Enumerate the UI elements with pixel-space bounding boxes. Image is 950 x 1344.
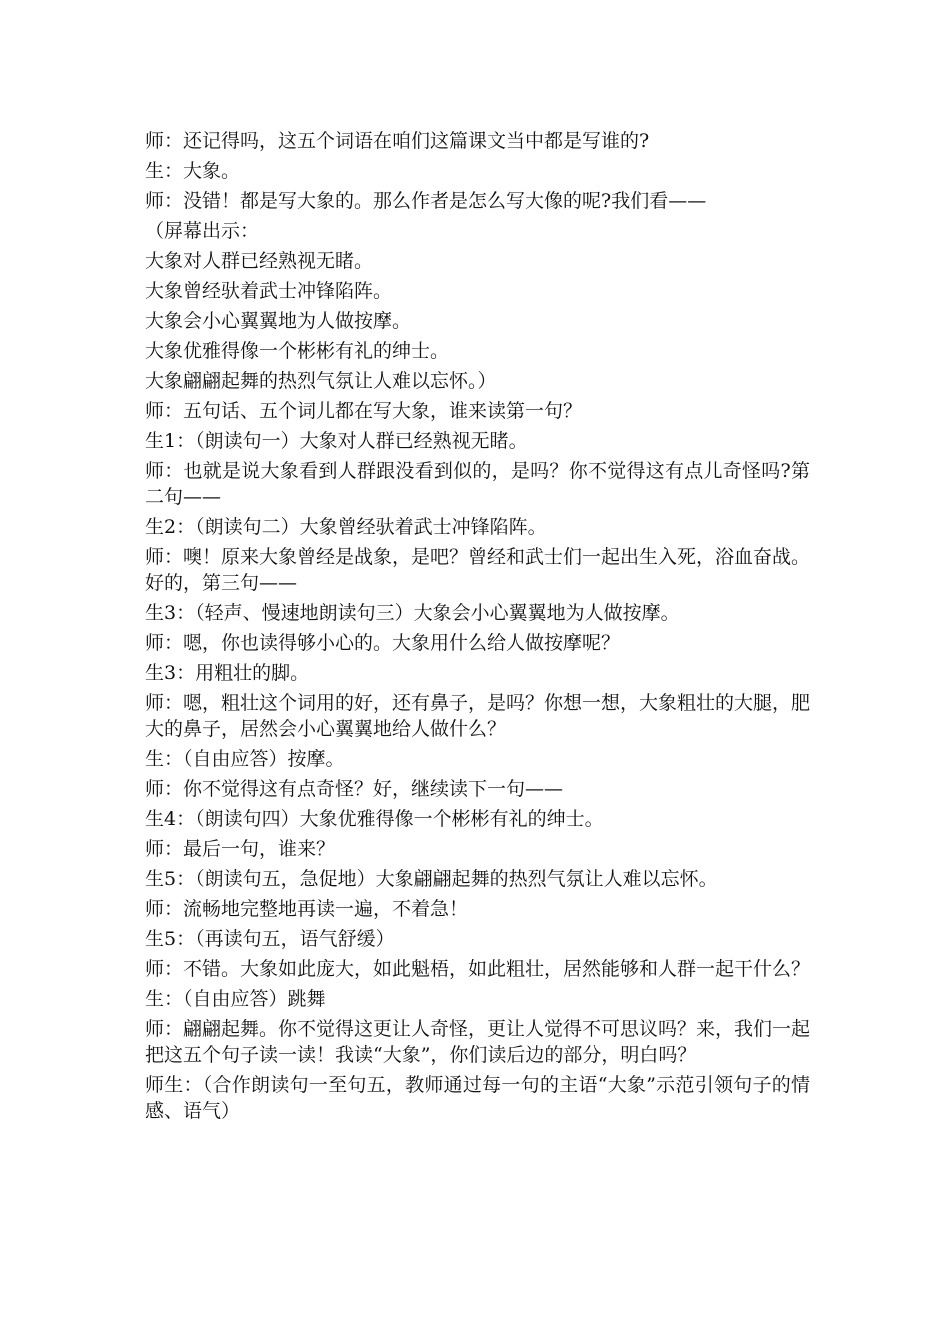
dialogue-line: 师：没错！都是写大象的。那么作者是怎么写大像的呢?我们看——	[145, 190, 707, 212]
dialogue-line: 生：（自由应答）跳舞	[145, 988, 326, 1010]
dialogue-line: 师生：（合作朗读句一至句五，教师通过每一句的主语“大象”示范引领句子的情感、语气）	[145, 1074, 810, 1122]
dialogue-line: 生5：（再读句五，语气舒缓）	[145, 928, 395, 950]
dialogue-line: 师：也就是说大象看到人群跟没看到似的，是吗？你不觉得这有点儿奇怪吗?第二句——	[145, 460, 810, 508]
screen-sentence: 大象优雅得像一个彬彬有礼的绅士。	[145, 340, 450, 362]
dialogue-line: 师：最后一句，谁来？	[145, 838, 336, 860]
dialogue-line: 生：大象。	[145, 160, 241, 182]
screen-sentence: 大象会小心翼翼地为人做按摩。	[145, 310, 412, 332]
dialogue-line: 师：嗯，你也读得够小心的。大象用什么给人做按摩呢？	[145, 632, 621, 654]
screen-sentence: 大象对人群已经熟视无睹。	[145, 250, 374, 272]
dialogue-line: 生：（自由应答）按摩。	[145, 748, 345, 770]
dialogue-line: 师：流畅地完整地再读一遍，不着急！	[145, 898, 469, 920]
dialogue-line: 师：嗯，粗壮这个词用的好，还有鼻子，是吗？你想一想，大象粗壮的大腿，肥大的鼻子，居然会小心翼翼地给人做什么？	[145, 692, 811, 740]
screen-sentence: 大象曾经驮着武士冲锋陷阵。	[145, 280, 393, 302]
dialogue-line: 师：不错。大象如此庞大，如此魁梧，如此粗壮，居然能够和人群一起干什么？	[145, 958, 811, 980]
document-body	[145, 124, 810, 1124]
dialogue-line: 师：噢！原来大象曾经是战象，是吧？曾经和武士们一起出生入死，浴血奋战。好的，第三句——	[145, 546, 811, 594]
dialogue-line: 师：五句话、五个词儿都在写大象，谁来读第一句？	[145, 400, 583, 422]
dialogue-line: 生4：（朗读句四）大象优雅得像一个彬彬有礼的绅士。	[145, 808, 604, 830]
screen-sentence: 大象翩翩起舞的热烈气氛让人难以忘怀。）	[145, 370, 497, 392]
dialogue-line: 生1：（朗读句一）大象对人群已经熟视无睹。	[145, 430, 528, 452]
screen-note-line: （屏幕出示：	[145, 220, 260, 242]
dialogue-line: 生5：（朗读句五，急促地）大象翩翩起舞的热烈气氛让人难以忘怀。	[145, 868, 718, 890]
dialogue-line: 师：还记得吗，这五个词语在咱们这篇课文当中都是写谁的?	[145, 130, 650, 152]
dialogue-line: 师：翩翩起舞。你不觉得这更让人奇怪，更让人觉得不可思议吗？来，我们一起把这五个句子读一读！我读“大象”，你们读后边的部分，明白吗？	[145, 1018, 811, 1066]
dialogue-line: 生3：用粗壮的脚。	[145, 662, 310, 684]
dialogue-line: 生3：（轻声、慢速地朗读句三）大象会小心翼翼地为人做按摩。	[145, 602, 680, 624]
dialogue-line: 师：你不觉得这有点奇怪？好，继续读下一句——	[145, 778, 564, 800]
dialogue-line: 生2：（朗读句二）大象曾经驮着武士冲锋陷阵。	[145, 516, 547, 538]
